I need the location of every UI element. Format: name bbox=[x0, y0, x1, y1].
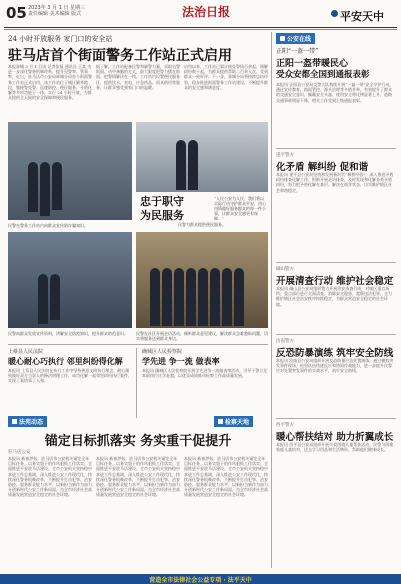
column-divider bbox=[271, 32, 272, 568]
story-3-headline: 开展清查行动 维护社会稳定 bbox=[276, 276, 394, 287]
sidebar-divider-1 bbox=[276, 148, 396, 149]
photo-figures-2 bbox=[176, 140, 198, 190]
story-5-kicker: 西平警方 bbox=[276, 423, 294, 428]
lead-photo-mid-left bbox=[8, 232, 132, 328]
story-2-kicker: 遂平警方 bbox=[276, 153, 294, 158]
date-line bbox=[28, 5, 85, 17]
lead-body-col-2: 据了解，工作站配备民警和辅警力量，采取屯警街面、动中备勤的方式，最大限度把警力摆在街面、把警情解决在一线。工作站内设置便民服务区，提供饮水、充电、应急药品、雨具借用等服务，让群众感受到家门口的温暖。 bbox=[96, 64, 180, 90]
footer-banner bbox=[0, 574, 401, 584]
lead-quote: “人民公安为人民，我们将以实际行动守护群众平安，用心用情做好服务群众的每一件小事，让群众安全感更有保障。” bbox=[214, 196, 266, 220]
caption-bottom-left: 民警向群众发放宣传资料，讲解安全防范知识，提升群众防范意识。 bbox=[8, 331, 128, 336]
bottom-main-kicker: 驻马店公安 bbox=[8, 450, 31, 455]
section-icon bbox=[331, 10, 338, 17]
header-rule-thin bbox=[4, 29, 397, 30]
page-number: 05 bbox=[6, 4, 27, 22]
photo-figures-3 bbox=[38, 274, 60, 324]
bottom-col-divider bbox=[136, 348, 137, 418]
scale-icon bbox=[218, 419, 223, 424]
sidebar-headline-2: 受众安都全国到通报表彰 bbox=[276, 70, 370, 80]
story-5-headline: 暖心帮扶结对 助力折翼成长 bbox=[276, 432, 394, 443]
bottom-left-headline: 暖心耐心巧执行 邻里纠纷得化解 bbox=[8, 356, 123, 366]
story-2-headline: 化矛盾 解纠纷 促和谐 bbox=[276, 162, 369, 173]
lead-body-col-3: 启用以来，工作站已累计接处警情百余起，调解纠纷数十起，为群众提供帮助二百余人次，受到群众一致好评。下一步，驿城分局将持续总结经验，稳步推进街面警务工作站建设，不断提升群众的安全感和满意度。 bbox=[184, 64, 268, 90]
caption-main: 民警在警务工作站内向群众宣传防诈骗知识。 bbox=[8, 223, 88, 228]
sidebar-divider-2 bbox=[276, 262, 396, 263]
bottom-center-headline: 学先进 争一流 做表率 bbox=[142, 356, 220, 366]
story-3-kicker: 确山警方 bbox=[276, 267, 294, 272]
bottom-center-kicker: 确城区人民检察院 bbox=[142, 349, 183, 355]
date-line-2: 责任编辑 美术编辑 版式 bbox=[28, 11, 82, 17]
blue-tag-right-label: 检察天地 bbox=[225, 419, 250, 426]
lead-kicker: 24 小时开放服务 家门口的安全站 bbox=[8, 35, 113, 43]
header-rule bbox=[4, 27, 397, 28]
date-line-1: 2023年 3 月 1 日 星期三 bbox=[28, 5, 86, 11]
bottom-center-body: 本报讯 确城区人民检察院开展学先进争一流做表率活动，引导干警立足本职岗位比学赶超，以优异成绩推动检察工作高质量发展。 bbox=[142, 368, 268, 379]
story-2-body: 本报讯 遂平县公安局坚持和发展新时代“枫桥经验”，深入推进矛盾纠纷排查化解工作，积极开展走访排查，及时发现和化解各类矛盾纠纷，努力把矛盾化解在基层、解决在萌芽状态，切实维护辖区社会和谐稳定。 bbox=[276, 172, 394, 193]
sidebar-body: 本报讯 正阳县公安局交警大队持续开展“一盔一带”安全守护行动，通过宣传教育、路面管控、源头治理等多措并举，有效提升了群众的交通安全意识，佩戴安全头盔、使用安全带比例显著上升，道路交通事故明显下降，相关工作受到上级通报表彰。 bbox=[276, 82, 394, 103]
bottom-main-body-col-3: 本报讯 新春伊始，驻马店市公安机关锚定全年目标任务，以务实重干的作风狠抓工作落实，全面推进平安驻马店建设。全市公安机关坚持稳中求进工作总基调，深入推进公安工作现代化，持续深化警务机制改革，不断提升打击犯罪、治安防控、服务群众能力水平，以新担当新作为奋力开创新时代公安工作新局面，为全市经济社会高质量发展营造安全稳定的社会环境。 bbox=[184, 456, 268, 498]
sidebar-divider-3 bbox=[276, 334, 396, 335]
photo-figures bbox=[28, 162, 62, 216]
lead-headline: 驻马店首个街面警务工作站正式启用 bbox=[8, 48, 232, 64]
newspaper-logo: 法治日报 bbox=[182, 5, 231, 19]
bottom-main-body-col-2: 本报讯 新春伊始，驻马店市公安机关锚定全年目标任务，以务实重干的作风狠抓工作落实，全面推进平安驻马店建设。全市公安机关坚持稳中求进工作总基调，深入推进公安工作现代化，持续深化警务机制改革，不断提升打击犯罪、治安防控、服务群众能力水平，以新担当新作为奋力开创新时代公安工作新局面，为全市经济社会高质量发展营造安全稳定的社会环境。 bbox=[96, 456, 180, 498]
police-badge-icon bbox=[280, 36, 285, 41]
lead-photo-mid-right bbox=[136, 232, 268, 328]
sidebar-divider-4 bbox=[276, 418, 396, 419]
lead-body-col-1: 本报驿城 3 月 1 日讯 记者张磊 通讯员 王某 为进一步深化警务机制改革，提升见警率、管事率，近日，驻马店市公安局驿城分局首个街面警务工作站正式启用。该工作站位于城区繁华地段，集接警处警、巡逻防控、便民服务、矛盾化解等多项功能于一体，实行 24 小时开放，为群众提供全天候的安全保障和便民服务。 bbox=[8, 64, 92, 101]
story-3-body: 本报讯 确山县公安局组织警力开展治安清查行动，对辖区重点场所、重点部位进行全面清查，消除安全隐患，震慑违法犯罪，全力维护辖区社会治安秩序持续稳定，为群众营造安全稳定的社会环境。 bbox=[276, 286, 392, 307]
story-4-kicker: 汝南警方 bbox=[276, 339, 294, 344]
caption-mid-2: 民警为群众提供便民服务。 bbox=[178, 222, 226, 227]
story-4-headline: 反恐防暴演练 筑牢安全防线 bbox=[276, 348, 394, 359]
footer-slogan: 营造全市法律社会公益专项 · 法平天中 bbox=[149, 576, 252, 584]
bottom-main-body-col-1: 本报讯 新春伊始，驻马店市公安机关锚定全年目标任务，以务实重干的作风狠抓工作落实，全面推进平安驻马店建设。全市公安机关坚持稳中求进工作总基调，深入推进公安工作现代化，持续深化警务机制改革，不断提升打击犯罪、治安防控、服务群众能力水平，以新担当新作为奋力开创新时代公安工作新局面，为全市经济社会高质量发展营造安全稳定的社会环境。 bbox=[8, 456, 92, 498]
bottom-divider bbox=[8, 344, 268, 345]
sidebar-headline-1: 正阳一盔带暖民心 bbox=[276, 59, 349, 69]
sidebar-tag bbox=[276, 33, 315, 44]
lead-subhead: 忠于职守 为民服务 bbox=[140, 195, 184, 222]
blue-tag-left-label: 法苑动态 bbox=[19, 419, 44, 426]
section-title: 平安天中 bbox=[340, 10, 384, 23]
lead-photo-top-left bbox=[8, 122, 132, 220]
gavel-icon bbox=[12, 419, 17, 424]
blue-tag-right bbox=[214, 416, 253, 427]
story-5-body: 本报讯 西平县公安局组织开展关爱困境儿童帮扶活动，民警与困难家庭儿童结对，送去学习用品和生活物资，帮助他们健康成长。 bbox=[276, 442, 394, 453]
bottom-main-headline: 锚定目标抓落实 务实重干促提升 bbox=[44, 434, 232, 449]
bottom-left-body: 本报讯 上蔡县人民法院在执行工作中坚持善意文明执行理念，耐心细致做好双方当事人的释法明理工作，成功化解一起邻里纠纷执行案件，实现了案结事了人和。 bbox=[8, 368, 132, 384]
lead-photo-top-right bbox=[136, 122, 268, 192]
bottom-left-kicker: 上蔡县人民法院 bbox=[8, 349, 44, 355]
blue-tag-left bbox=[8, 416, 47, 427]
photo-figures-4 bbox=[150, 268, 244, 326]
sidebar-kicker: 正阳“一盔一带” bbox=[276, 48, 319, 55]
caption-bottom-right: 民警在社区开展走访活动，倾听群众意见建议，解决群众急难愁盼问题，切实将服务送到群众身边。 bbox=[136, 331, 268, 341]
story-4-body: 本报讯 汝南县公安局组织开展反恐防暴应急处置演练，通过模拟突发事件现场，检验队伍快速反应和协同作战能力，进一步提升民警应对处置突发事件的实战水平，筑牢安全防线。 bbox=[276, 358, 394, 374]
sidebar-tag-label: 公安在线 bbox=[287, 36, 312, 43]
